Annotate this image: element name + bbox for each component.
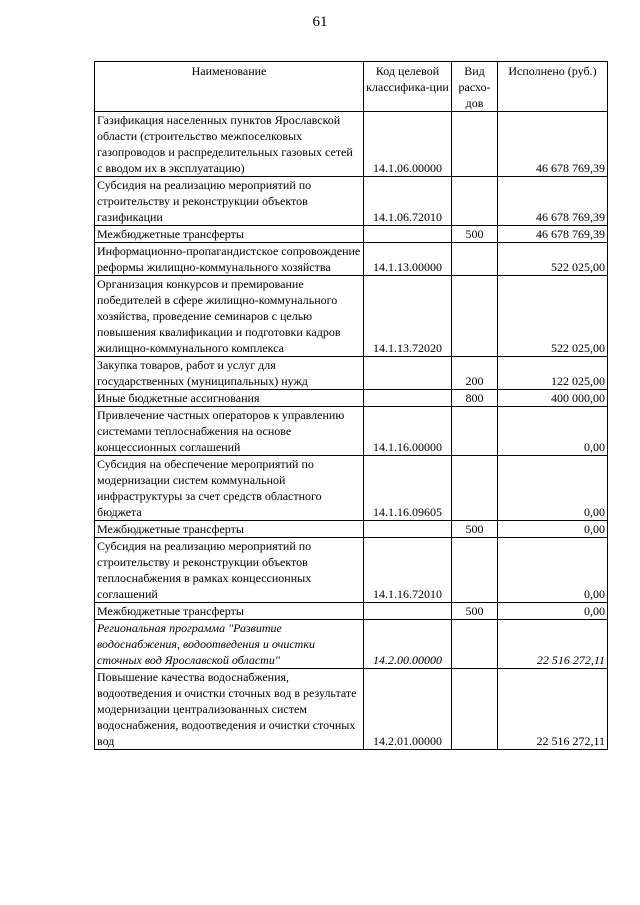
header-code: Код целевой классифика-ции: [364, 62, 452, 112]
row-amount-cell: 0,00: [498, 521, 608, 538]
row-kind-cell: [452, 407, 498, 456]
row-kind-cell: [452, 620, 498, 669]
row-code-cell: 14.1.13.00000: [364, 243, 452, 276]
row-code-cell: 14.1.16.72010: [364, 538, 452, 603]
row-amount-cell: 46 678 769,39: [498, 177, 608, 226]
row-code-cell: [364, 357, 452, 390]
row-code-cell: [364, 603, 452, 620]
row-kind-cell: 800: [452, 390, 498, 407]
row-kind-cell: 500: [452, 603, 498, 620]
table-row: [95, 620, 608, 669]
row-amount-cell: 400 000,00: [498, 390, 608, 407]
row-amount-cell: 0,00: [498, 603, 608, 620]
row-name-cell: Повышение качества водоснабжения, водоотведения и очистки сточных вод в результате модернизации централизованных систем водоснабжения, водоотведения и очистки сточных вод: [95, 669, 364, 750]
header-amount: Исполнено (руб.): [498, 62, 608, 112]
table-row: [95, 538, 608, 603]
row-amount-cell: 0,00: [498, 407, 608, 456]
row-kind-cell: 500: [452, 226, 498, 243]
header-kind: Вид расхо-дов: [452, 62, 498, 112]
row-kind-cell: [452, 276, 498, 357]
row-name-cell: Субсидия на обеспечение мероприятий по модернизации систем коммунальной инфраструктуры за счет средств областного бюджета: [95, 456, 364, 521]
row-name-cell: Субсидия на реализацию мероприятий по строительству и реконструкции объектов теплоснабжения в рамках концессионных соглашений: [95, 538, 364, 603]
table-row: [95, 407, 608, 456]
table-row: [95, 226, 608, 243]
table-body: [95, 112, 608, 750]
row-kind-cell: [452, 669, 498, 750]
row-code-cell: [364, 226, 452, 243]
row-name-cell: Закупка товаров, работ и услуг для государственных (муниципальных) нужд: [95, 357, 364, 390]
row-amount-cell: 22 516 272,11: [498, 669, 608, 750]
table-row: [95, 456, 608, 521]
budget-table: [94, 61, 608, 750]
row-amount-cell: 46 678 769,39: [498, 112, 608, 177]
row-kind-cell: [452, 177, 498, 226]
row-code-cell: [364, 521, 452, 538]
table-row: [95, 177, 608, 226]
table-row: [95, 112, 608, 177]
table-row: [95, 521, 608, 538]
row-name-cell: Информационно-пропагандистское сопровождение реформы жилищно-коммунального хозяйства: [95, 243, 364, 276]
row-name-cell: Привлечение частных операторов к управлению системами теплоснабжения на основе концессионных соглашений: [95, 407, 364, 456]
row-kind-cell: 200: [452, 357, 498, 390]
row-kind-cell: [452, 456, 498, 521]
row-name-cell: Иные бюджетные ассигнования: [95, 390, 364, 407]
row-name-cell: Субсидия на реализацию мероприятий по строительству и реконструкции объектов газификации: [95, 177, 364, 226]
table-row: [95, 603, 608, 620]
row-kind-cell: 500: [452, 521, 498, 538]
table-row: [95, 390, 608, 407]
row-kind-cell: [452, 112, 498, 177]
row-name-cell: Региональная программа "Развитие водоснабжения, водоотведения и очистки сточных вод Ярославской области": [95, 620, 364, 669]
table-row: [95, 669, 608, 750]
header-name: Наименование: [95, 62, 364, 112]
table-row: [95, 276, 608, 357]
row-code-cell: [364, 390, 452, 407]
row-amount-cell: 122 025,00: [498, 357, 608, 390]
row-kind-cell: [452, 243, 498, 276]
page-number: 61: [312, 14, 328, 30]
row-name-cell: Газификация населенных пунктов Ярославской области (строительство межпоселковых газопроводов и распределительных газовых сетей с вводом их в эксплуатацию): [95, 112, 364, 177]
row-amount-cell: 46 678 769,39: [498, 226, 608, 243]
row-amount-cell: 22 516 272,11: [498, 620, 608, 669]
row-name-cell: Межбюджетные трансферты: [95, 603, 364, 620]
row-code-cell: 14.1.16.00000: [364, 407, 452, 456]
row-code-cell: 14.1.06.00000: [364, 112, 452, 177]
row-code-cell: 14.1.16.09605: [364, 456, 452, 521]
row-amount-cell: 522 025,00: [498, 276, 608, 357]
table-header-row: [95, 62, 608, 112]
row-name-cell: Межбюджетные трансферты: [95, 521, 364, 538]
row-amount-cell: 522 025,00: [498, 243, 608, 276]
row-kind-cell: [452, 538, 498, 603]
row-code-cell: 14.2.00.00000: [364, 620, 452, 669]
row-amount-cell: 0,00: [498, 538, 608, 603]
row-name-cell: Организация конкурсов и премирование победителей в сфере жилищно-коммунального хозяйства, проведение семинаров с целью повышения квалификации и подготовки кадров жилищно-коммунального комплекса: [95, 276, 364, 357]
row-amount-cell: 0,00: [498, 456, 608, 521]
table-row: [95, 243, 608, 276]
row-name-cell: Межбюджетные трансферты: [95, 226, 364, 243]
table-row: [95, 357, 608, 390]
row-code-cell: 14.2.01.00000: [364, 669, 452, 750]
row-code-cell: 14.1.13.72020: [364, 276, 452, 357]
row-code-cell: 14.1.06.72010: [364, 177, 452, 226]
